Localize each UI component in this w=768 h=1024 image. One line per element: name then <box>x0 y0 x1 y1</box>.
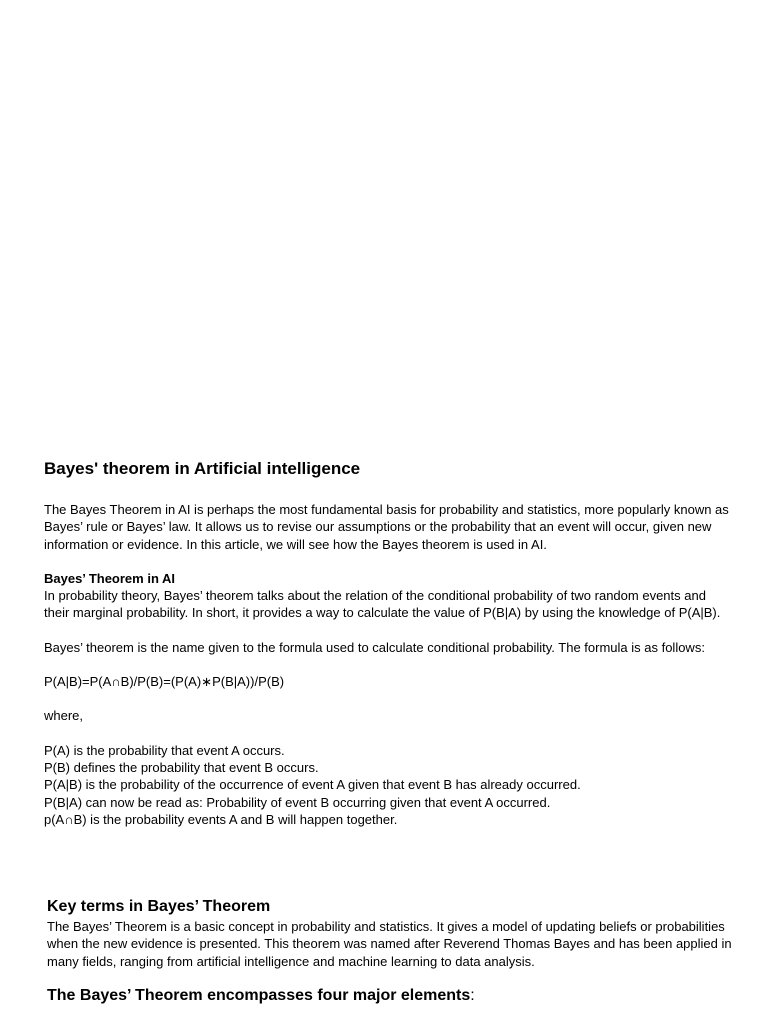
definition-item: P(B|A) can now be read as: Probability of event B occurring given that event A occurred. <box>44 794 551 810</box>
article-body <box>44 458 730 828</box>
definition-item: P(B) defines the probability that event B occurs. <box>44 759 319 775</box>
definition-item: P(A|B) is the probability of the occurrence of event A given that event B has already occurred. <box>44 777 581 793</box>
intro-paragraph: The Bayes Theorem in AI is perhaps the most fundamental basis for probability and statistics, more popularly known as Bayes’ rule or Bayes’ law. It allows us to revise our assumptions or the probability that an event will occur, given new information or evidence. In this article, we will see how the Bayes theorem is used in AI. <box>44 502 729 552</box>
where-label: where, <box>44 708 84 724</box>
page-title: Bayes' theorem in Artificial intelligence <box>44 459 361 478</box>
key-terms-section <box>47 896 737 1007</box>
formula: P(A|B)=P(A∩B)/P(B)=(P(A)∗P(B|A))/P(B) <box>44 674 285 690</box>
four-elements-heading-text: The Bayes’ Theorem encompasses four major elements <box>47 986 471 1004</box>
blank-area <box>0 0 768 440</box>
definition-list <box>44 742 730 828</box>
section-body-bayes-in-ai: In probability theory, Bayes’ theorem talks about the relation of the conditional probability of two random events and their marginal probability. In short, it provides a way to calculate the value of P(B|A) by using the knowledge of P(A|B). <box>44 588 721 621</box>
key-terms-body: The Bayes’ Theorem is a basic concept in probability and statistics. It gives a model of updating beliefs or probabilities when the new evidence is presented. This theorem was named after Reverend Thomas Bayes and has been applied in many fields, ranging from artificial intelligence and machine learning to data analysis. <box>47 919 732 969</box>
section-heading-bayes-in-ai: Bayes’ Theorem in AI <box>44 570 176 586</box>
four-elements-colon: : <box>470 986 475 1004</box>
key-terms-heading: Key terms in Bayes’ Theorem <box>47 898 271 915</box>
four-elements-heading <box>47 985 737 1007</box>
formula-intro: Bayes’ theorem is the name given to the formula used to calculate conditional probability. The formula is as follows: <box>44 639 705 655</box>
definition-item: p(A∩B) is the probability events A and B will happen together. <box>44 811 398 827</box>
definition-item: P(A) is the probability that event A occurs. <box>44 742 285 758</box>
